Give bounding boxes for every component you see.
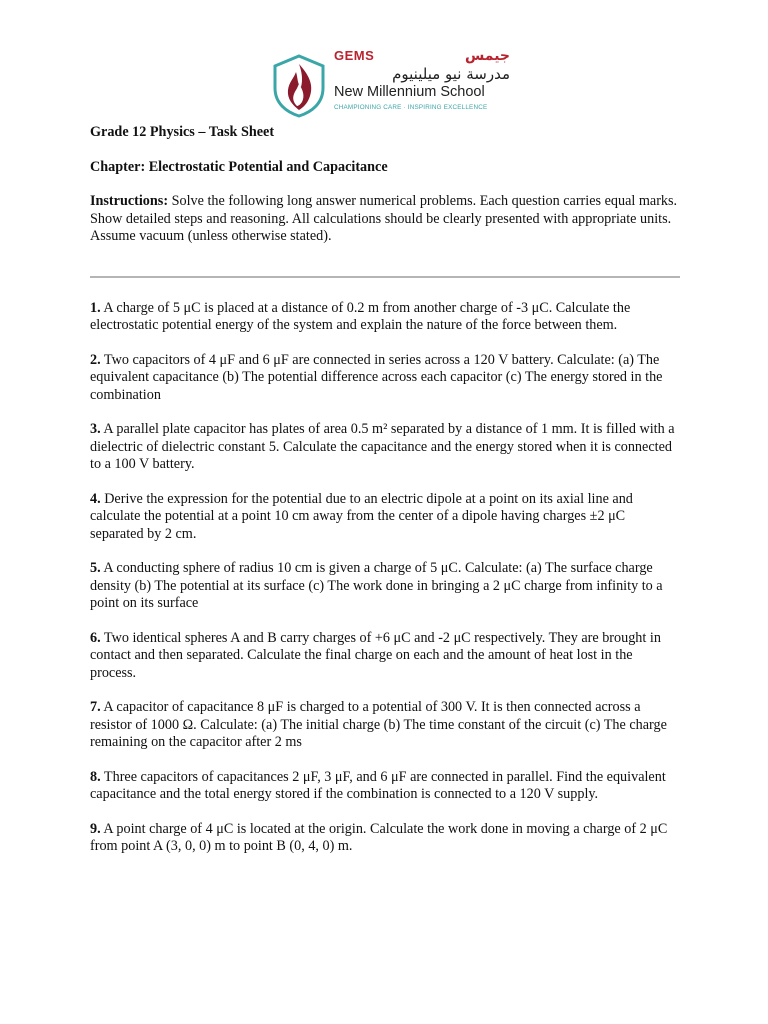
- question-number: 3.: [90, 421, 101, 437]
- instructions-paragraph: [90, 193, 680, 246]
- instructions-text: Solve the following long answer numerical problems. Each question carries equal marks. Show detailed steps and reasoning. All calculations should be clearly presented with appropriate units. Assume vacuum (unless otherwise stated).: [90, 193, 678, 244]
- question-item: [90, 560, 680, 613]
- brand-name-en: GEMS: [334, 48, 375, 63]
- question-text: A point charge of 4 μC is located at the origin. Calculate the work done in moving a charge of 2 μC from point A (3, 0, 0) m to point B (0, 4, 0) m.: [90, 820, 668, 854]
- question-number: 4.: [90, 490, 101, 507]
- chapter-heading: Chapter: Electrostatic Potential and Capacitance: [90, 158, 388, 175]
- document-body: [90, 124, 680, 873]
- question-text: Three capacitors of capacitances 2 μF, 3 μF, and 6 μF are connected in parallel. Find the equivalent capacitance and the total energy stored if the combination is connected to a 120 V supply.: [90, 768, 666, 802]
- question-item: [90, 352, 680, 405]
- question-number: 8.: [90, 768, 101, 785]
- question-text: Two capacitors of 4 μF and 6 μF are connected in series across a 120 V battery. Calculate: (a) The equivalent capacitance (b) The potential difference across each capacitor (c) The energy stored in the combination: [90, 351, 663, 403]
- school-name-en: New Millennium School: [334, 84, 485, 100]
- school-brand-text: [334, 48, 510, 124]
- school-tagline: CHAMPIONING CARE · INSPIRING EXCELLENCE: [334, 104, 488, 111]
- divider: [90, 276, 680, 278]
- question-text: A conducting sphere of radius 10 cm is given a charge of 5 μC. Calculate: (a) The surface charge density (b) The potential at its surface (c) The work done in bringing a 2 μC charge from infinity to a point on its surface: [90, 560, 663, 611]
- question-text: A capacitor of capacitance 8 μF is charged to a potential of 300 V. It is then connected across a resistor of 1000 Ω. Calculate: (a) The initial charge (b) The time constant of the circuit (c) The charge remaining on the capacitor after 2 ms: [90, 699, 667, 750]
- question-text: A charge of 5 μC is placed at a distance of 0.2 m from another charge of -3 μC. Calculate the electrostatic potential energy of the system and explain the nature of the force between them.: [90, 299, 631, 333]
- instructions-label: Instructions:: [90, 193, 169, 209]
- question-number: 2.: [90, 351, 101, 368]
- question-item: [90, 769, 680, 804]
- question-item: [90, 630, 680, 683]
- school-name-ar: مدرسة نيو ميلينيوم: [392, 65, 510, 83]
- question-number: 1.: [90, 299, 101, 316]
- question-item: [90, 699, 680, 752]
- question-number: 6.: [90, 629, 101, 646]
- question-text: A parallel plate capacitor has plates of area 0.5 m² separated by a distance of 1 mm. It is filled with a dielectric of dielectric constant 5. Calculate the capacitance and the energy stored when it is connected to a 100 V battery.: [90, 421, 675, 472]
- question-number: 9.: [90, 820, 101, 837]
- question-number: 7.: [90, 699, 101, 715]
- question-text: Derive the expression for the potential due to an electric dipole at a point on its axial line and calculate the potential at a point 10 cm away from the center of a dipole having charges ±2 μC separated by 2 cm.: [90, 490, 633, 542]
- question-list: [90, 300, 680, 856]
- question-text: Two identical spheres A and B carry charges of +6 μC and -2 μC respectively. They are brought in contact and then separated. Calculate the final charge on each and the amount of heat lost in the process.: [90, 629, 661, 681]
- question-number: 5.: [90, 560, 101, 576]
- question-item: [90, 821, 680, 856]
- page-title: Grade 12 Physics – Task Sheet: [90, 124, 275, 140]
- question-item: [90, 491, 680, 544]
- shield-flame-icon: [272, 54, 326, 118]
- question-item: [90, 300, 680, 335]
- brand-name-ar: جيمس: [465, 48, 510, 64]
- school-logo: [272, 48, 512, 124]
- question-item: [90, 421, 680, 474]
